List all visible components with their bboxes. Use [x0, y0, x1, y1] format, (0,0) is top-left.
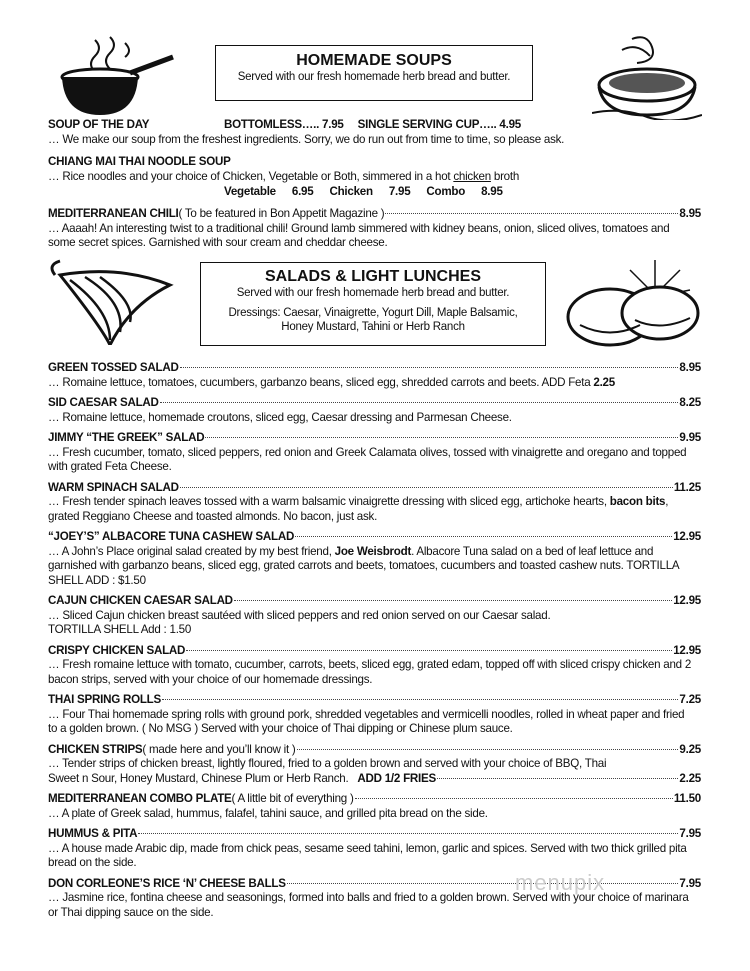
- item-description: [48, 495, 701, 524]
- menu-item: [48, 594, 701, 638]
- item-name: MEDITERRANEAN COMBO PLATE: [48, 792, 232, 805]
- addon-label: ADD 1/2 FRIES: [357, 771, 436, 785]
- menu-item: [48, 644, 701, 688]
- option-label: Combo: [426, 185, 466, 198]
- noodle-bowl-illustration: [592, 35, 702, 120]
- item-price: 9.95: [679, 431, 701, 444]
- dot-leader: [162, 699, 678, 700]
- salads-section: [48, 361, 701, 926]
- desc-text: … A house made Arabic dip, made from chick peas, sesame seed tahini, lemon, garlic and spices. Served with two thick grilled pita bread on the side.: [48, 841, 687, 869]
- option-price: 6.95: [291, 185, 314, 198]
- item-price: 12.95: [673, 594, 701, 607]
- menu-item: [48, 530, 701, 588]
- item-description: [48, 411, 701, 426]
- salads-title: SALADS & LIGHT LUNCHES: [265, 268, 481, 285]
- item-name: DON CORLEONE’S RICE ‘N’ CHEESE BALLS: [48, 876, 286, 890]
- item-price: 11.50: [673, 792, 701, 805]
- item-price: 12.95: [673, 530, 701, 543]
- item-description-extra: TORTILLA SHELL Add : 1.50: [48, 623, 192, 636]
- item-name: HUMMUS & PITA: [48, 827, 138, 840]
- menu-item: [48, 361, 701, 390]
- desc-text: … Romaine lettuce, tomatoes, cucumbers, garbanzo beans, sliced egg, shredded carrots and beets. ADD Feta: [48, 375, 594, 389]
- desc-underlined: chicken: [453, 169, 491, 183]
- dot-leader: [180, 367, 679, 368]
- desc-text: broth: [490, 169, 520, 183]
- item-description: [48, 609, 701, 624]
- desc-text: … Sliced Cajun chicken breast sautéed with sliced peppers and red onion served on our Caesar salad.: [48, 608, 551, 622]
- item-name: CRISPY CHICKEN SALAD: [48, 643, 186, 657]
- option-price: 8.95: [481, 185, 503, 198]
- dot-leader: [205, 437, 678, 438]
- item-name: JIMMY “THE GREEK” SALAD: [48, 431, 205, 444]
- desc-text: … Romaine lettuce, homemade croutons, sliced egg, Caesar dressing and Parmesan Cheese.: [48, 410, 512, 424]
- item-name: THAI SPRING ROLLS: [48, 693, 161, 706]
- item-note: ( made here and you’ll know it ): [142, 742, 296, 756]
- item-name: CHIANG MAI THAI NOODLE SOUP: [48, 155, 231, 168]
- soups-subtitle: Served with our fresh homemade herb bread and butter.: [237, 71, 511, 83]
- item-name: GREEN TOSSED SALAD: [48, 361, 179, 374]
- item-description: [48, 708, 701, 737]
- item-description: [48, 446, 701, 475]
- dot-leader: [297, 749, 679, 750]
- desc-text: … A John’s Place original salad created by my best friend,: [48, 544, 335, 558]
- item-description: [48, 545, 701, 589]
- menu-item: [48, 743, 701, 787]
- item-name: “JOEY’S” ALBACORE TUNA CASHEW SALAD: [48, 530, 295, 543]
- desc-text: … Tender strips of chicken breast, lightly floured, fried to a golden brown and served with your choice of BBQ, Thai: [48, 757, 607, 770]
- menu-item-thai-noodle-soup: [48, 155, 701, 199]
- item-price: 8.95: [679, 207, 701, 220]
- single-cup-price: SINGLE SERVING CUP….. 4.95: [357, 118, 522, 131]
- addon-price: 2.25: [679, 771, 701, 785]
- item-name: CHICKEN STRIPS: [48, 742, 143, 756]
- desc-text: … Fresh cucumber, tomato, sliced peppers, red onion and Greek Calamata olives, tossed with vinaigrette and oregano and topped with grated Feta Cheese.: [48, 445, 687, 473]
- soups-section: [48, 118, 701, 257]
- item-description: … Aaaah! An interesting twist to a traditional chili! Ground lamb simmered with kidney beans, onion, sliced olives, tomatoes and some secret spices. Garnished with sour cream and cheddar cheese.: [48, 221, 670, 249]
- menu-item: [48, 693, 701, 737]
- menu-item: [48, 827, 701, 871]
- item-price: 8.25: [679, 396, 701, 409]
- desc-text: … Fresh tender spinach leaves tossed with a warm balsamic vinaigrette dressing with sliced egg, artichoke hearts,: [48, 495, 610, 508]
- item-name: WARM SPINACH SALAD: [48, 480, 179, 494]
- soups-title: HOMEMADE SOUPS: [296, 52, 452, 69]
- tomatoes-illustration: [560, 255, 705, 350]
- desc-text: . Albacore Tuna salad on a bed of leaf lettuce and garnished with garbanzo beans, sliced egg, grated carrots and beets, tomatoes, cucumbers and toasted cashew nuts. TORTILLA SHELL ADD : $1.50: [48, 544, 679, 587]
- peppers-illustration: [40, 255, 180, 345]
- item-price: 12.95: [673, 643, 701, 657]
- item-description: [48, 658, 701, 687]
- item-description: [48, 170, 701, 185]
- desc-text: … Rice noodles and your choice of Chicken, Vegetable or Both, simmered in a hot: [48, 169, 454, 183]
- dot-leader: [295, 536, 672, 537]
- noodle-price-options: [48, 184, 701, 199]
- dot-leader: [234, 600, 672, 601]
- dot-leader: [180, 487, 673, 488]
- option-label: Chicken: [329, 185, 373, 198]
- item-description: [48, 807, 701, 822]
- option-price: 7.95: [388, 185, 411, 198]
- item-description: [48, 757, 701, 772]
- desc-text: … Fresh romaine lettuce with tomato, cucumber, carrots, beets, sliced egg, grated edam, topped off with sliced crispy chicken and 2 bacon strips, served with your choice of our homemade dressings.: [48, 658, 692, 686]
- menu-item: [48, 481, 701, 525]
- desc-text: … Four Thai homemade spring rolls with ground pork, shredded vegetables and vermicelli noodles, rolled in wheat paper and fried to a golden brown. ( No MSG ) Served with your choice of Thai dipping or Chinese plum sauce.: [48, 707, 685, 735]
- dot-leader: [186, 650, 672, 651]
- item-price: 9.25: [679, 742, 701, 756]
- desc-text: 2.25: [593, 375, 615, 389]
- dot-leader: [138, 833, 678, 834]
- soups-header-box: [215, 45, 533, 101]
- dot-leader: [355, 798, 673, 799]
- desc-text: … Jasmine rice, fontina cheese and seasonings, formed into balls and fried to a golden brown. Served with your choice of marinara or Thai dipping sauce on the side.: [48, 891, 689, 919]
- item-name: SID CAESAR SALAD: [48, 396, 159, 409]
- item-name: SOUP OF THE DAY: [48, 118, 150, 131]
- item-description: [48, 842, 701, 871]
- desc-text: Joe Weisbrodt: [334, 544, 412, 558]
- salads-dressings: Dressings: Caesar, Vinaigrette, Yogurt Dill, Maple Balsamic, Honey Mustard, Tahini or Herb Ranch: [228, 307, 518, 333]
- menu-item: [48, 396, 701, 425]
- option-label: Vegetable: [224, 185, 276, 198]
- desc-text: bacon bits: [609, 495, 666, 508]
- salads-header-box: [200, 262, 546, 346]
- menu-item-soup-of-the-day: [48, 118, 701, 147]
- dot-leader: [160, 402, 679, 403]
- item-price: 7.25: [679, 693, 701, 706]
- menu-item: [48, 792, 701, 821]
- salads-subtitle: Served with our fresh homemade herb bread and butter.: [236, 287, 510, 299]
- desc-text: Sweet n Sour, Honey Mustard, Chinese Plum or Herb Ranch.: [48, 771, 358, 785]
- item-description: [48, 376, 701, 391]
- item-note: ( A little bit of everything ): [231, 792, 354, 805]
- bottomless-price: BOTTOMLESS….. 7.95: [224, 118, 344, 131]
- desc-text: … A plate of Greek salad, hummus, falafel, tahini sauce, and grilled pita bread on the side.: [48, 806, 488, 820]
- menu-item: [48, 431, 701, 475]
- dot-leader: [385, 213, 678, 214]
- item-price: 7.95: [679, 827, 701, 840]
- item-description: … We make our soup from the freshest ingredients. Sorry, we do run out from time to time, so please ask.: [48, 132, 565, 146]
- item-price: 11.25: [673, 480, 701, 494]
- item-note: ( To be featured in Bon Appetit Magazine ): [178, 207, 385, 220]
- soup-pot-illustration: [55, 35, 175, 120]
- menu-item-mediterranean-chili: [48, 207, 701, 251]
- dot-leader: [437, 778, 678, 779]
- item-price: 8.95: [679, 361, 701, 374]
- item-price: 7.95: [679, 876, 701, 890]
- item-name: CAJUN CHICKEN CAESAR SALAD: [48, 594, 233, 607]
- item-name: MEDITERRANEAN CHILI: [48, 207, 179, 220]
- watermark: menupix: [515, 870, 606, 895]
- dot-leader: [287, 883, 679, 884]
- desc-text: , grated Reggiano Cheese and toasted almonds. No bacon, just ask.: [48, 495, 669, 523]
